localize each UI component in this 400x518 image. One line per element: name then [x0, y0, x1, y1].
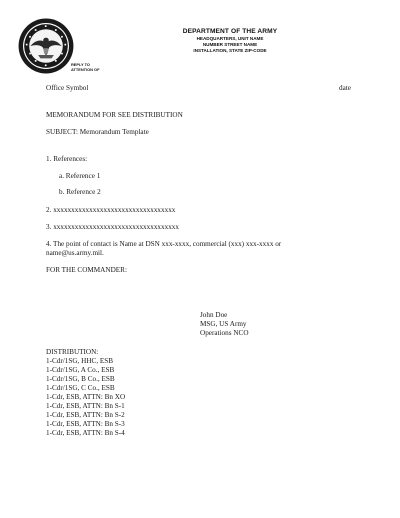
- memo-date: date: [339, 84, 351, 92]
- attention-of-label: ATTENTION OF: [71, 67, 100, 72]
- reference-a: a. Reference 1: [59, 172, 101, 180]
- letterhead: [130, 28, 330, 54]
- distribution-item: 1-Cdr, ESB, ATTN: Bn S-3: [46, 420, 125, 428]
- distribution-block: [46, 348, 125, 438]
- distribution-item: 1-Cdr/1SG, C Co., ESB: [46, 384, 115, 392]
- signer-title: Operations NCO: [200, 329, 249, 337]
- paragraph-4: [46, 240, 336, 258]
- paragraph-4-line-1: 4. The point of contact is Name at DSN xxx-xxxx, commercial (xxx) xxx-xxxx or: [46, 240, 282, 248]
- office-symbol: Office Symbol: [46, 84, 89, 92]
- paragraph-3: 3. xxxxxxxxxxxxxxxxxxxxxxxxxxxxxxxxxxx: [46, 223, 179, 231]
- signature-block: [200, 311, 249, 338]
- paragraph-2: 2. xxxxxxxxxxxxxxxxxxxxxxxxxxxxxxxxxx: [46, 206, 176, 214]
- distribution-item: 1-Cdr, ESB, ATTN: Bn S-2: [46, 411, 125, 419]
- distribution-item: 1-Cdr/1SG, B Co., ESB: [46, 375, 115, 383]
- signer-rank: MSG, US Army: [200, 320, 247, 328]
- distribution-item: 1-Cdr/1SG, HHC, ESB: [46, 357, 114, 365]
- distribution-item: 1-Cdr, ESB, ATTN: Bn XO: [46, 393, 126, 401]
- subject-line: SUBJECT: Memorandum Template: [46, 128, 149, 136]
- memo-for-line: MEMORANDUM FOR SEE DISTRIBUTION: [46, 111, 183, 119]
- reply-to-block: [71, 62, 99, 72]
- distribution-item: 1-Cdr, ESB, ATTN: Bn S-1: [46, 402, 125, 410]
- reply-to-label: REPLY TO: [71, 62, 90, 67]
- reference-b: b. Reference 2: [59, 188, 101, 196]
- distribution-heading: DISTRIBUTION:: [46, 348, 99, 356]
- distribution-item: 1-Cdr, ESB, ATTN: Bn S-4: [46, 429, 125, 437]
- distribution-item: 1-Cdr/1SG, A Co., ESB: [46, 366, 115, 374]
- headquarters-line: HEADQUARTERS, UNIT NAME: [196, 36, 264, 41]
- street-line: NUMBER STREET NAME: [202, 42, 258, 47]
- installation-line: INSTALLATION, STATE ZIP-CODE: [193, 48, 267, 53]
- signer-name: John Doe: [200, 311, 228, 319]
- references-heading: 1. References:: [46, 155, 88, 163]
- department-name: DEPARTMENT OF THE ARMY: [182, 28, 278, 35]
- army-seal-icon: [18, 18, 74, 74]
- for-commander-line: FOR THE COMMANDER:: [46, 266, 127, 274]
- paragraph-4-line-2: name@us.army.mil.: [46, 249, 104, 257]
